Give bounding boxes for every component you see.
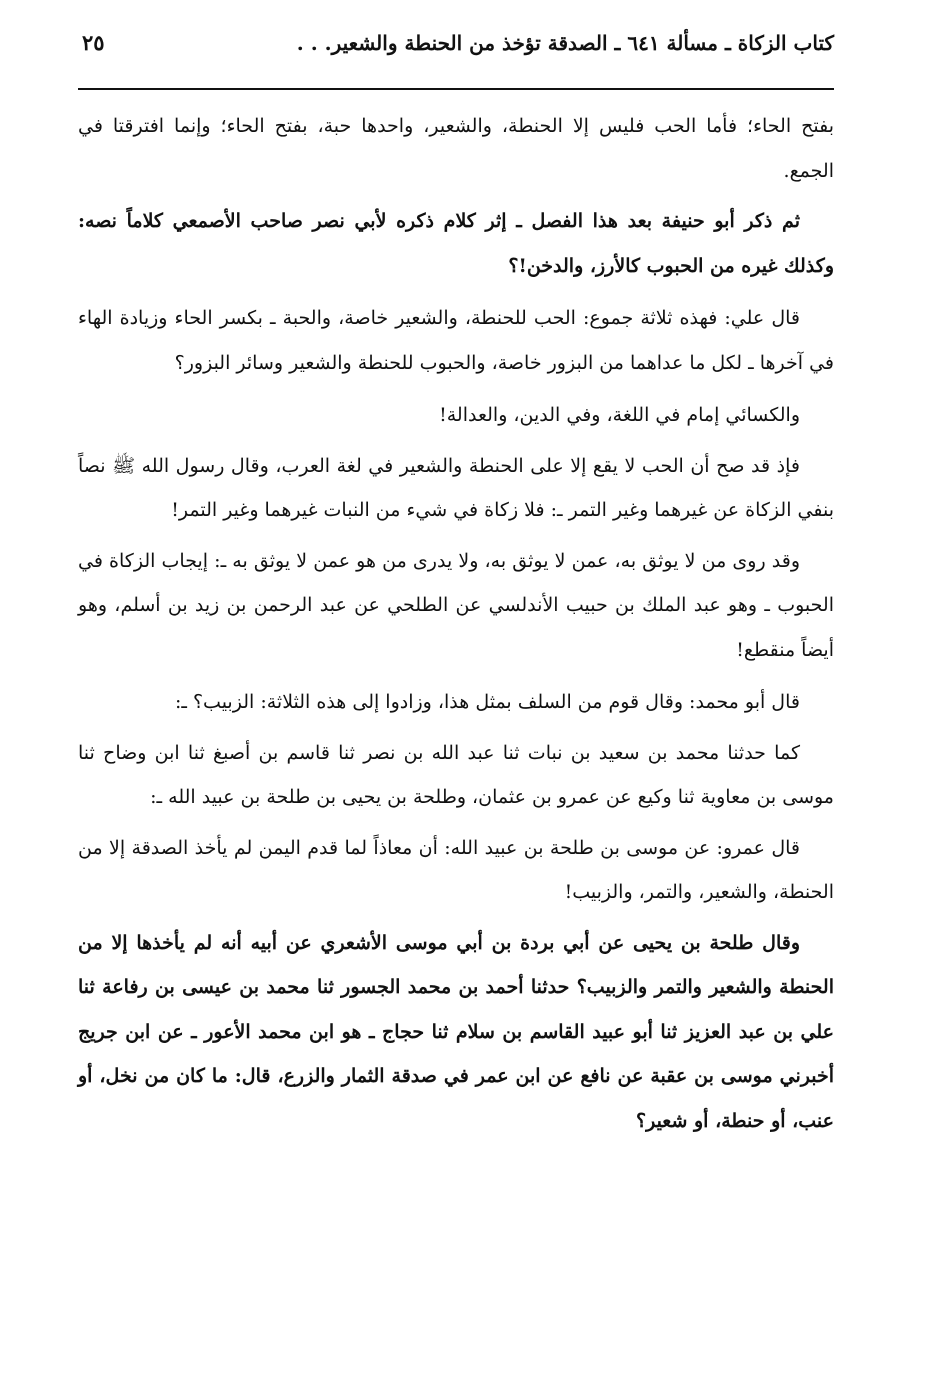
page-number: ٢٥: [82, 30, 105, 55]
book-page: [78, 30, 834, 1149]
paragraph: بفتح الحاء؛ فأما الحب فليس إلا الحنطة، والشعير، واحدها حبة، بفتح الحاء؛ وإنما افترقتا في الجمع.: [78, 115, 834, 182]
paragraph: قال عمرو: عن موسى بن طلحة بن عبيد الله: أن معاذاً لما قدم اليمن لم يأخذ الصدقة إلا من الحنطة، والشعير، والتمر، والزبيب!: [78, 836, 834, 903]
running-header: [78, 30, 834, 70]
paragraph: وقد روى من لا يوثق به، عمن لا يوثق به، ولا يدرى من هو عمن لا يوثق به ـ: إيجاب الزكاة في الحبوب ـ وهو عبد الملك بن حبيب الأندلسي عن الطلحي عن عبد الرحمن بن زيد بن أسلم، وهو أيضاً منقطع!: [78, 549, 834, 661]
paragraph: والكسائي إمام في اللغة، وفي الدين، والعدالة!: [439, 404, 800, 426]
paragraph: قال علي: فهذه ثلاثة جموع: الحب للحنطة، والشعير خاصة، والحبة ـ بكسر الحاء وزيادة الهاء في آخرها ـ لكل ما عداهما من البزور خاصة، والحبوب للحنطة والشعير وسائر البزور؟: [78, 307, 834, 374]
paragraph: قال أبو محمد: وقال قوم من السلف بمثل هذا، وزادوا إلى هذه الثلاثة: الزبيب؟ ـ:: [174, 691, 800, 713]
paragraph: وقال طلحة بن يحيى عن أبي بردة بن أبي موسى الأشعري عن أبيه أنه لم يأخذها إلا من الحنطة والشعير والتمر والزبيب؟ حدثنا أحمد بن محمد الجسور ثنا محمد بن عيسى بن رفاعة ثنا علي بن عبد العزيز ثنا أبو عبيد القاسم بن سلام ثنا حجاج ـ هو ابن محمد الأعور ـ عن ابن جريج أخبرني موسى بن عقبة عن نافع عن ابن عمر في صدقة الثمار والزرع، قال: ما كان من نخل، أو عنب، أو حنطة، أو شعير؟: [78, 931, 834, 1132]
header-divider: [78, 88, 834, 90]
paragraph: ثم ذكر أبو حنيفة بعد هذا الفصل ـ إثر كلام ذكره لأبي نصر صاحب الأصمعي كلاماً نصه: وكذلك غيره من الحبوب كالأرز، والدخن!؟: [78, 210, 834, 277]
paragraph: فإذ قد صح أن الحب لا يقع إلا على الحنطة والشعير في لغة العرب، وقال رسول الله ﷺ نصاً بنفي الزكاة عن غيرهما وغير التمر ـ: فلا زكاة في شيء من النبات غيرهما وغير التمر!: [78, 454, 834, 521]
paragraph: كما حدثنا محمد بن سعيد بن نبات ثنا عبد الله بن نصر ثنا قاسم بن أصبغ ثنا ابن وضاح ثنا موسى بن معاوية ثنا وكيع عن عمرو بن عثمان، وطلحة بن يحيى بن طلحة بن عبيد الله ـ:: [78, 741, 834, 808]
header-title: كتاب الزكاة ـ مسألة ٦٤١ ـ الصدقة تؤخذ من الحنطة والشعير. . .: [296, 31, 834, 55]
body-text: [78, 104, 834, 1143]
